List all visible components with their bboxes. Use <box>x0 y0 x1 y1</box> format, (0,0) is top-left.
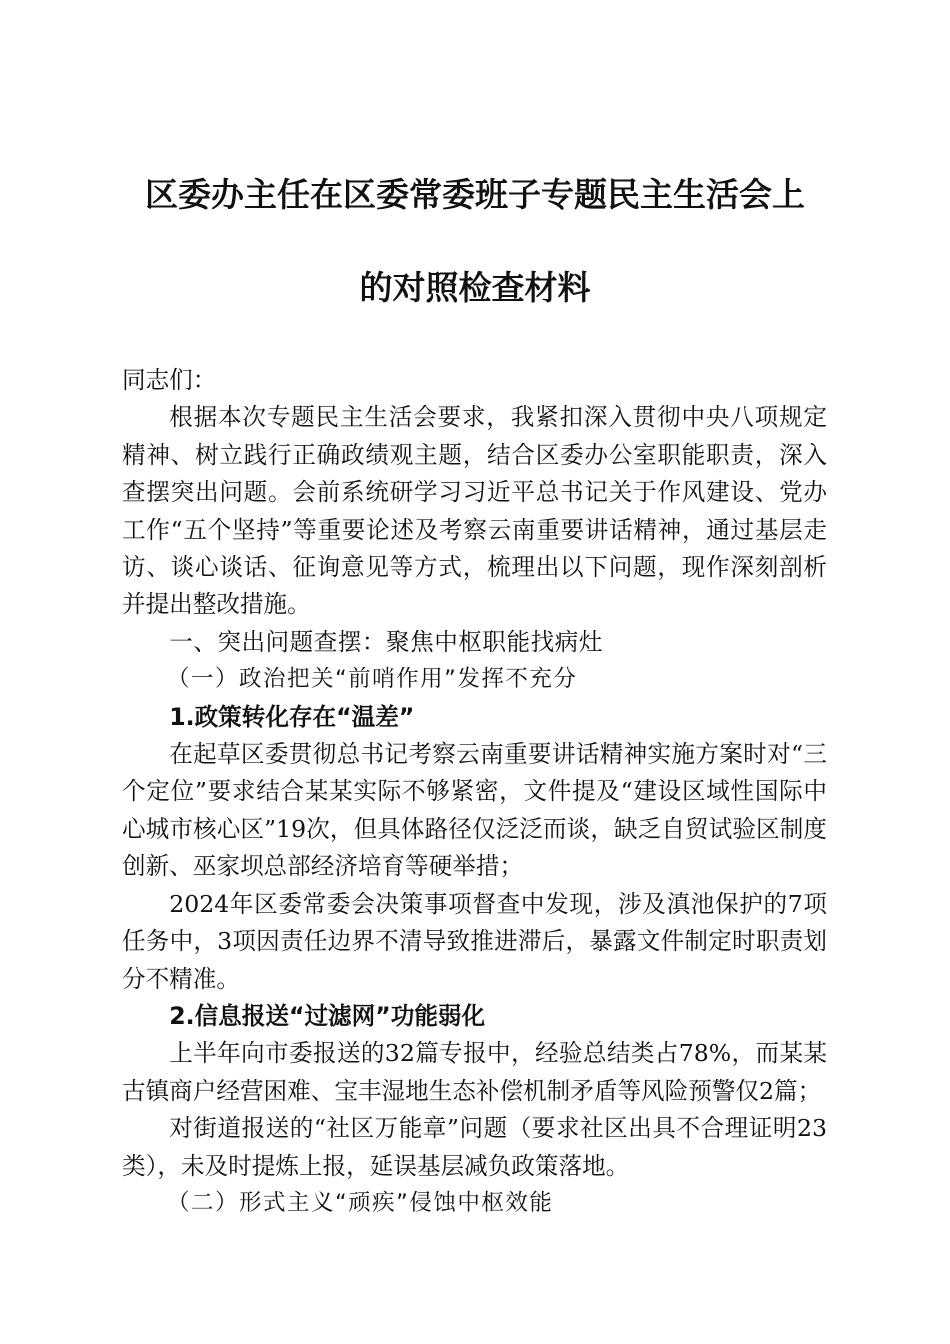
salutation: 同志们： <box>122 366 217 394</box>
document-body <box>122 362 827 1222</box>
document-title-line-1: 区委办主任在区委常委班子专题民主生活会上 <box>145 175 805 214</box>
document-title-line-2: 的对照检查材料 <box>359 268 591 307</box>
intro-paragraph: 根据本次专题民主生活会要求，我紧扣深入贯彻中央八项规定精神、树立践行正确政绩观主题，结合区委办公室职能职责，深入查摆突出问题。会前系统研学习习近平总书记关于作风建设、党办工作“五个坚持”等重要论述及考察云南重要讲话精神，通过基层走访、谈心谈话、征询意见等方式，梳理出以下问题，现作深刻剖析并提出整改措施。 <box>122 403 827 619</box>
item-1-heading: 1.政策转化存在“温差” <box>169 702 415 731</box>
section-1-heading: 一、突出问题查摆：聚焦中枢职能找病灶 <box>169 627 603 656</box>
item-1-paragraph-2: 2024年区委常委会决策事项督查中发现，涉及滇池保护的7项任务中，3项因责任边界不清导致推进滞后，暴露文件制定时职责划分不精准。 <box>122 889 827 993</box>
item-2-paragraph-2: 对街道报送的“社区万能章”问题（要求社区出具不合理证明23类），未及时提炼上报，延误基层减负政策落地。 <box>122 1114 827 1180</box>
item-2-paragraph-1: 上半年向市委报送的32篇专报中，经验总结类占78%，而某某古镇商户经营困难、宝丰湿地生态补偿机制矛盾等风险预警仅2篇； <box>122 1039 827 1105</box>
item-2-heading: 2.信息报送“过滤网”功能弱化 <box>169 1001 486 1030</box>
subsection-1-heading: （一）政治把关“前哨作用”发挥不充分 <box>167 666 578 693</box>
subsection-2-heading: （二）形式主义“顽疾”侵蚀中枢效能 <box>167 1189 554 1216</box>
item-1-paragraph-1: 在起草区委贯彻总书记考察云南重要讲话精神实施方案时对“三个定位”要求结合某某实际不够紧密，文件提及“建设区域性国际中心城市核心区”19次，但具体路径仅泛泛而谈，缺乏自贸试验区制度创新、巫家坝总部经济培育等硬举措； <box>122 740 827 881</box>
